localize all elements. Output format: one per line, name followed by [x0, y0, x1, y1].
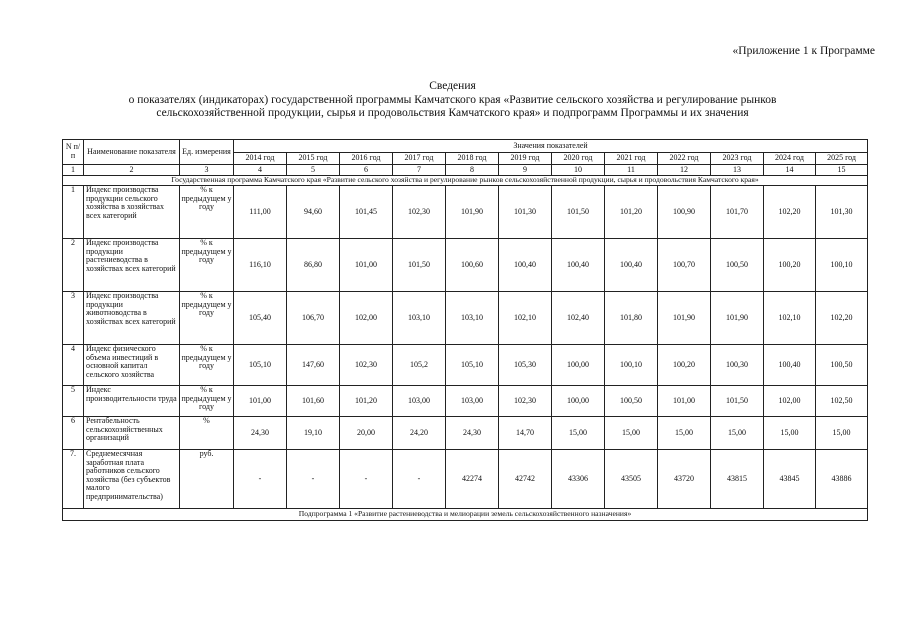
title-line-1: Сведения	[429, 80, 476, 92]
indicator-name: Среднемесячная заработная плата работников сельского хозяйства (без субъектов малого предпринимательства)	[84, 450, 180, 509]
value-cell: 100,20	[658, 345, 711, 386]
value-cell: 101,90	[658, 292, 711, 345]
table-row	[63, 186, 868, 239]
indicator-name: Индекс производительности труда	[84, 386, 180, 417]
value-cell: 102,10	[499, 292, 552, 345]
value-cell: 14,70	[499, 417, 552, 450]
value-cell: 100,40	[499, 239, 552, 292]
indicator-name: Рентабельность сельскохозяйственных организаций	[84, 417, 180, 450]
value-cell: 101,80	[605, 292, 658, 345]
value-cell: 94,60	[287, 186, 340, 239]
value-cell: 100,60	[446, 239, 499, 292]
value-cell: 101,50	[552, 186, 605, 239]
value-cell: 100,50	[711, 239, 764, 292]
value-cell: 100,30	[711, 345, 764, 386]
column-number: 5	[287, 165, 340, 176]
value-cell: 103,10	[393, 292, 446, 345]
column-number: 7	[393, 165, 446, 176]
value-cell: 15,00	[711, 417, 764, 450]
value-cell: 101,50	[393, 239, 446, 292]
value-cell: 101,00	[234, 386, 287, 417]
row-number: 1	[63, 186, 84, 239]
value-cell: 100,10	[605, 345, 658, 386]
indicator-name: Индекс производства продукции животноводства в хозяйствах всех категорий	[84, 292, 180, 345]
header-year: 2020 год	[552, 153, 605, 165]
value-cell: -	[287, 450, 340, 509]
value-cell: 24,30	[446, 417, 499, 450]
value-cell: 116,10	[234, 239, 287, 292]
value-cell: 43306	[552, 450, 605, 509]
value-cell: 105,10	[446, 345, 499, 386]
header-unit: Ед. измерения	[180, 140, 234, 165]
value-cell: 19,10	[287, 417, 340, 450]
table-row	[63, 292, 868, 345]
value-cell: 15,00	[658, 417, 711, 450]
column-number: 6	[340, 165, 393, 176]
value-cell: 105,2	[393, 345, 446, 386]
value-cell: 100,70	[658, 239, 711, 292]
column-number: 1	[63, 165, 84, 176]
value-cell: 111,00	[234, 186, 287, 239]
column-number: 10	[552, 165, 605, 176]
section-title: Государственная программа Камчатского края «Развитие сельского хозяйства и регулирование рынков сельскохозяйственной продукции, сырья и продовольствия Камчатского края»	[63, 176, 868, 186]
value-cell: 103,10	[446, 292, 499, 345]
header-year: 2014 год	[234, 153, 287, 165]
subprogram-title: Подпрограмма 1 «Развитие растениеводства и мелиорации земель сельскохозяйственного назначения»	[63, 509, 868, 521]
value-cell: 106,70	[287, 292, 340, 345]
row-number: 4	[63, 345, 84, 386]
header-year: 2019 год	[499, 153, 552, 165]
value-cell: 100,40	[552, 239, 605, 292]
value-cell: 100,40	[605, 239, 658, 292]
row-number: 6	[63, 417, 84, 450]
unit-cell: %	[180, 417, 234, 450]
value-cell: 42742	[499, 450, 552, 509]
section-row	[63, 176, 868, 186]
value-cell: 101,60	[287, 386, 340, 417]
value-cell: 101,00	[658, 386, 711, 417]
value-cell: 105,30	[499, 345, 552, 386]
title-line-2: о показателях (индикаторах) государственной программы Камчатского края «Развитие сельского хозяйства и регулирование рынков	[128, 93, 777, 106]
header-year: 2023 год	[711, 153, 764, 165]
value-cell: 43720	[658, 450, 711, 509]
unit-cell: % к предыдущем у году	[180, 292, 234, 345]
document-title	[0, 80, 905, 121]
column-number: 15	[816, 165, 868, 176]
value-cell: 101,50	[711, 386, 764, 417]
column-numbers-row	[63, 165, 868, 176]
row-number: 7.	[63, 450, 84, 509]
value-cell: 101,45	[340, 186, 393, 239]
value-cell: 102,10	[764, 292, 816, 345]
value-cell: 102,00	[340, 292, 393, 345]
header-year: 2015 год	[287, 153, 340, 165]
value-cell: 100,50	[816, 345, 868, 386]
appendix-label: «Приложение 1 к Программе	[732, 45, 875, 57]
value-cell: 24,20	[393, 417, 446, 450]
value-cell: 43815	[711, 450, 764, 509]
column-number: 12	[658, 165, 711, 176]
column-number: 2	[84, 165, 180, 176]
header-year: 2025 год	[816, 153, 868, 165]
unit-cell: % к предыдущем у году	[180, 186, 234, 239]
indicator-name: Индекс физического объема инвестиций в основной капитал сельского хозяйства	[84, 345, 180, 386]
value-cell: 102,20	[764, 186, 816, 239]
header-values-group: Значения показателей	[234, 140, 868, 153]
column-number: 9	[499, 165, 552, 176]
value-cell: 43845	[764, 450, 816, 509]
value-cell: 100,40	[764, 345, 816, 386]
header-year: 2017 год	[393, 153, 446, 165]
value-cell: 102,50	[816, 386, 868, 417]
value-cell: 86,80	[287, 239, 340, 292]
indicator-name: Индекс производства продукции сельского хозяйства в хозяйствах всех категорий	[84, 186, 180, 239]
unit-cell: % к предыдущем у году	[180, 239, 234, 292]
header-row-top	[63, 140, 868, 153]
value-cell: 101,20	[340, 386, 393, 417]
column-number: 13	[711, 165, 764, 176]
value-cell: 43886	[816, 450, 868, 509]
value-cell: 100,20	[764, 239, 816, 292]
value-cell: 43505	[605, 450, 658, 509]
value-cell: -	[234, 450, 287, 509]
value-cell: 102,30	[340, 345, 393, 386]
column-number: 4	[234, 165, 287, 176]
column-number: 3	[180, 165, 234, 176]
table-row	[63, 450, 868, 509]
value-cell: 100,10	[816, 239, 868, 292]
value-cell: 100,00	[552, 386, 605, 417]
value-cell: 24,30	[234, 417, 287, 450]
table-row	[63, 386, 868, 417]
unit-cell: руб.	[180, 450, 234, 509]
value-cell: 105,40	[234, 292, 287, 345]
value-cell: 100,90	[658, 186, 711, 239]
unit-cell: % к предыдущем у году	[180, 345, 234, 386]
value-cell: 100,50	[605, 386, 658, 417]
value-cell: 105,10	[234, 345, 287, 386]
value-cell: 101,20	[605, 186, 658, 239]
row-number: 2	[63, 239, 84, 292]
value-cell: -	[340, 450, 393, 509]
value-cell: 102,20	[816, 292, 868, 345]
unit-cell: % к предыдущем у году	[180, 386, 234, 417]
row-number: 5	[63, 386, 84, 417]
value-cell: 101,90	[711, 292, 764, 345]
title-line-3: сельскохозяйственной продукции, сырья и продовольствия Камчатского края» и подпрограмм Программы и их значения	[156, 107, 749, 119]
column-number: 8	[446, 165, 499, 176]
row-number: 3	[63, 292, 84, 345]
value-cell: 147,60	[287, 345, 340, 386]
value-cell: 100,00	[552, 345, 605, 386]
value-cell: 15,00	[816, 417, 868, 450]
value-cell: 42274	[446, 450, 499, 509]
indicators-table	[62, 139, 868, 521]
value-cell: 102,30	[393, 186, 446, 239]
column-number: 11	[605, 165, 658, 176]
value-cell: 102,40	[552, 292, 605, 345]
value-cell: 103,00	[393, 386, 446, 417]
table-row	[63, 345, 868, 386]
value-cell: 15,00	[552, 417, 605, 450]
header-num: N п/п	[63, 140, 84, 165]
column-number: 14	[764, 165, 816, 176]
value-cell: 15,00	[605, 417, 658, 450]
table-row	[63, 239, 868, 292]
value-cell: 101,70	[711, 186, 764, 239]
header-year: 2021 год	[605, 153, 658, 165]
subprogram-row	[63, 509, 868, 521]
table-row	[63, 417, 868, 450]
value-cell: 101,00	[340, 239, 393, 292]
value-cell: 101,30	[499, 186, 552, 239]
value-cell: 102,30	[499, 386, 552, 417]
header-year: 2024 год	[764, 153, 816, 165]
value-cell: 20,00	[340, 417, 393, 450]
indicator-name: Индекс производства продукции растениеводства в хозяйствах всех категорий	[84, 239, 180, 292]
value-cell: -	[393, 450, 446, 509]
header-year: 2018 год	[446, 153, 499, 165]
header-year: 2022 год	[658, 153, 711, 165]
value-cell: 15,00	[764, 417, 816, 450]
value-cell: 101,30	[816, 186, 868, 239]
header-year: 2016 год	[340, 153, 393, 165]
value-cell: 101,90	[446, 186, 499, 239]
header-name: Наименование показателя	[84, 140, 180, 165]
value-cell: 103,00	[446, 386, 499, 417]
value-cell: 102,00	[764, 386, 816, 417]
